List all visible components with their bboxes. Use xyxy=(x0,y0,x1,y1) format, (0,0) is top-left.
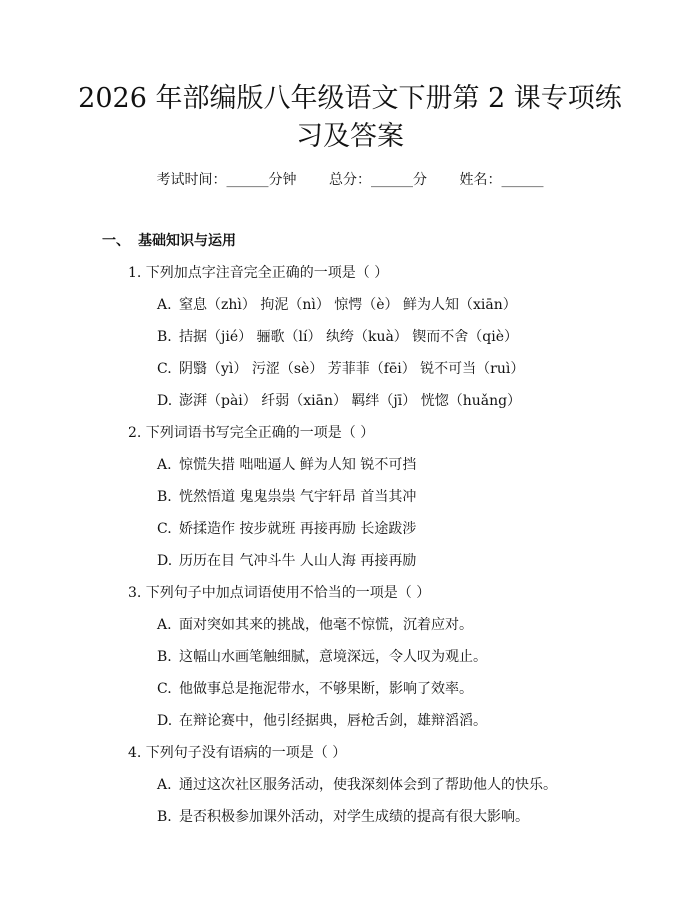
option-text: 是否积极参加课外活动，对学生成绩的提高有很大影响。 xyxy=(179,809,529,825)
option-text: 窒息（zhì） 拘泥（nì） 惊愕（è） 鲜为人知（xiān） xyxy=(179,297,517,313)
section-number: 一、 xyxy=(102,233,130,249)
total-score: 总分：______分 xyxy=(329,172,427,188)
option-text: 通过这次社区服务活动，使我深刻体会到了帮助他人的快乐。 xyxy=(179,777,557,793)
title-line-1: 2026 年部编版八年级语文下册第 2 课专项练 xyxy=(78,83,622,114)
option-item xyxy=(157,358,524,378)
option-item xyxy=(157,326,518,346)
option-item xyxy=(157,486,416,506)
option-label: C. xyxy=(157,521,172,537)
option-text: 这幅山水画笔触细腻，意境深远，令人叹为观止。 xyxy=(179,649,487,665)
option-text: 拮据（jié） 骊歌（lí） 纨绔（kuà） 锲而不舍（qiè） xyxy=(179,329,518,345)
option-label: B. xyxy=(157,489,172,505)
option-text: 澎湃（pài） 纤弱（xiān） 羁绊（jī） 恍惚（huǎng） xyxy=(179,393,522,409)
option-item xyxy=(157,678,473,698)
option-label: C. xyxy=(157,681,172,697)
option-label: D. xyxy=(157,713,173,729)
option-label: B. xyxy=(157,649,172,665)
question-stem: 3. 下列句子中加点词语使用不恰当的一项是（ ） xyxy=(128,585,431,601)
option-item xyxy=(157,710,487,730)
option-text: 在辩论赛中，他引经据典，唇枪舌剑，雄辩滔滔。 xyxy=(179,713,487,729)
option-label: A. xyxy=(157,777,172,793)
option-label: A. xyxy=(157,297,172,313)
title-line-2: 习及答案 xyxy=(296,121,404,152)
option-label: A. xyxy=(157,617,172,633)
exam-info xyxy=(0,169,700,189)
option-item xyxy=(157,550,416,570)
option-text: 惊慌失措 咄咄逼人 鲜为人知 锐不可挡 xyxy=(179,457,417,473)
option-item xyxy=(157,646,487,666)
option-item xyxy=(157,518,416,538)
option-item xyxy=(157,806,529,826)
option-text: 历历在目 气冲斗牛 人山人海 再接再励 xyxy=(179,553,417,569)
option-item xyxy=(157,614,473,634)
option-item xyxy=(157,390,521,410)
option-label: B. xyxy=(157,809,172,825)
option-text: 娇揉造作 按步就班 再接再励 长途跋涉 xyxy=(179,521,417,537)
student-name: 姓名：______ xyxy=(459,172,544,188)
section-title: 基础知识与运用 xyxy=(138,233,236,249)
option-label: C. xyxy=(157,361,172,377)
option-label: A. xyxy=(157,457,172,473)
question-stem: 1. 下列加点字注音完全正确的一项是（ ） xyxy=(128,265,389,281)
option-text: 恍然悟道 鬼鬼祟祟 气宇轩昂 首当其冲 xyxy=(179,489,417,505)
option-item xyxy=(157,454,416,474)
option-text: 面对突如其来的挑战，他毫不惊慌，沉着应对。 xyxy=(179,617,473,633)
option-label: D. xyxy=(157,393,173,409)
option-label: D. xyxy=(157,553,173,569)
option-text: 他做事总是拖泥带水，不够果断，影响了效率。 xyxy=(179,681,473,697)
option-text: 阴翳（yì） 污涩（sè） 芳菲菲（fēi） 锐不可当（ruì） xyxy=(179,361,525,377)
section-heading xyxy=(102,230,236,250)
exam-time: 考试时间：______分钟 xyxy=(156,172,297,188)
option-item xyxy=(157,294,517,314)
question-stem: 4. 下列句子没有语病的一项是（ ） xyxy=(128,745,347,761)
document-title xyxy=(70,80,630,156)
question-stem: 2. 下列词语书写完全正确的一项是（ ） xyxy=(128,425,375,441)
option-item xyxy=(157,774,557,794)
option-label: B. xyxy=(157,329,172,345)
